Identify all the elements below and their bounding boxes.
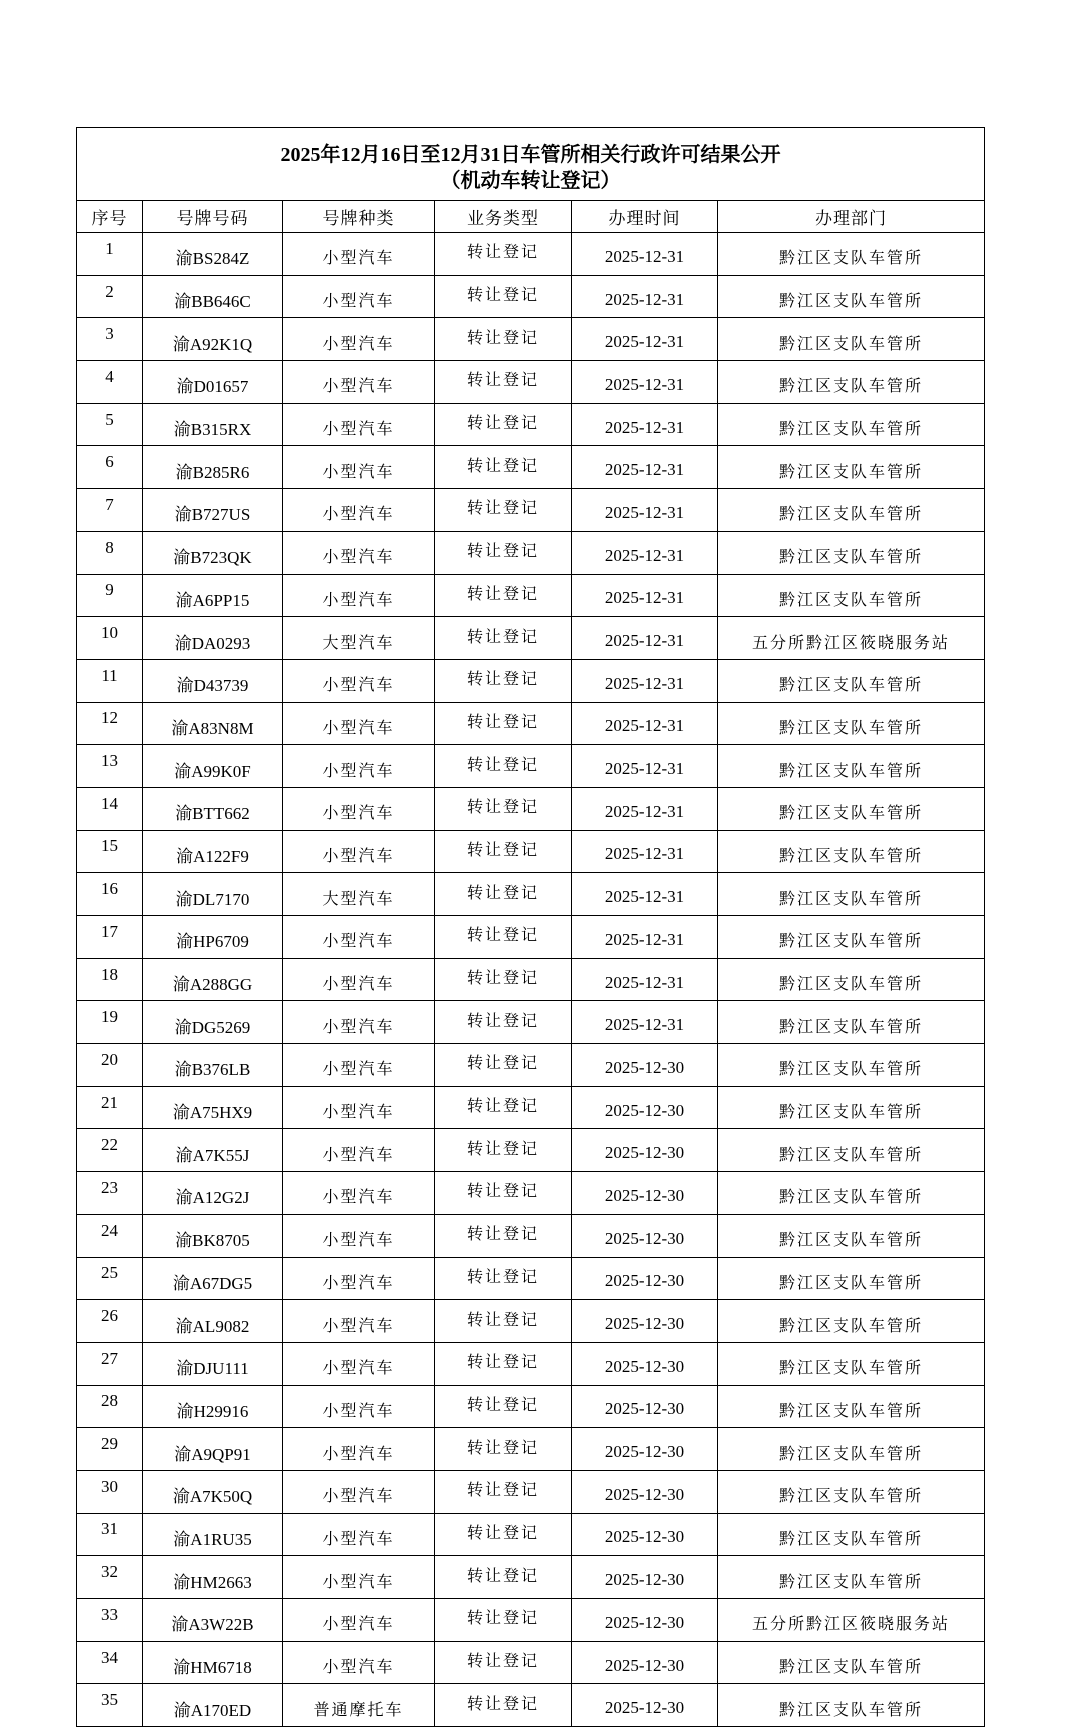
department-cell: 黔江区支队车管所	[718, 873, 985, 916]
department-cell: 黔江区支队车管所	[718, 702, 985, 745]
plate-number-cell: 渝DJU111	[143, 1342, 283, 1385]
date-cell: 2025-12-30	[572, 1513, 718, 1556]
department-cell: 黔江区支队车管所	[718, 1172, 985, 1215]
business-type-cell: 转让登记	[435, 958, 572, 1001]
row-seq-cell: 7	[77, 489, 143, 532]
department-cell: 黔江区支队车管所	[718, 1342, 985, 1385]
department-cell: 黔江区支队车管所	[718, 1428, 985, 1471]
date-cell: 2025-12-31	[572, 489, 718, 532]
plate-number-cell: 渝A170ED	[143, 1684, 283, 1727]
plate-type-cell: 小型汽车	[283, 1300, 435, 1343]
plate-type-cell: 小型汽车	[283, 916, 435, 959]
table-row	[77, 1044, 985, 1087]
business-type-cell: 转让登记	[435, 318, 572, 361]
business-type-cell: 转让登记	[435, 1172, 572, 1215]
row-seq-cell: 15	[77, 830, 143, 873]
plate-type-cell: 小型汽车	[283, 403, 435, 446]
plate-number-cell: 渝A75HX9	[143, 1086, 283, 1129]
department-cell: 黔江区支队车管所	[718, 1641, 985, 1684]
department-cell: 黔江区支队车管所	[718, 531, 985, 574]
plate-type-cell: 小型汽车	[283, 745, 435, 788]
department-cell: 黔江区支队车管所	[718, 1513, 985, 1556]
row-seq-cell: 17	[77, 916, 143, 959]
plate-number-cell: 渝A7K55J	[143, 1129, 283, 1172]
date-cell: 2025-12-31	[572, 233, 718, 276]
row-seq-cell: 25	[77, 1257, 143, 1300]
table-row	[77, 489, 985, 532]
department-cell: 黔江区支队车管所	[718, 275, 985, 318]
row-seq-cell: 29	[77, 1428, 143, 1471]
business-type-cell: 转让登记	[435, 702, 572, 745]
plate-type-cell: 小型汽车	[283, 1470, 435, 1513]
department-cell: 黔江区支队车管所	[718, 1044, 985, 1087]
column-header-business-type: 业务类型	[435, 201, 572, 233]
plate-number-cell: 渝BS284Z	[143, 233, 283, 276]
table-row	[77, 1001, 985, 1044]
table-row	[77, 916, 985, 959]
row-seq-cell: 27	[77, 1342, 143, 1385]
business-type-cell: 转让登记	[435, 1044, 572, 1087]
plate-number-cell: 渝A67DG5	[143, 1257, 283, 1300]
row-seq-cell: 30	[77, 1470, 143, 1513]
plate-number-cell: 渝A6PP15	[143, 574, 283, 617]
plate-type-cell: 小型汽车	[283, 1385, 435, 1428]
department-cell: 黔江区支队车管所	[718, 574, 985, 617]
department-cell: 黔江区支队车管所	[718, 1556, 985, 1599]
date-cell: 2025-12-31	[572, 275, 718, 318]
date-cell: 2025-12-31	[572, 830, 718, 873]
date-cell: 2025-12-31	[572, 745, 718, 788]
business-type-cell: 转让登记	[435, 1684, 572, 1727]
date-cell: 2025-12-30	[572, 1214, 718, 1257]
table-row	[77, 1172, 985, 1215]
plate-type-cell: 小型汽车	[283, 489, 435, 532]
row-seq-cell: 16	[77, 873, 143, 916]
plate-number-cell: 渝A12G2J	[143, 1172, 283, 1215]
business-type-cell: 转让登记	[435, 446, 572, 489]
date-cell: 2025-12-31	[572, 361, 718, 404]
department-cell: 黔江区支队车管所	[718, 1300, 985, 1343]
row-seq-cell: 26	[77, 1300, 143, 1343]
date-cell: 2025-12-31	[572, 958, 718, 1001]
plate-type-cell: 小型汽车	[283, 275, 435, 318]
row-seq-cell: 21	[77, 1086, 143, 1129]
table-row	[77, 1129, 985, 1172]
business-type-cell: 转让登记	[435, 830, 572, 873]
table-row	[77, 1641, 985, 1684]
business-type-cell: 转让登记	[435, 1385, 572, 1428]
department-cell: 黔江区支队车管所	[718, 1470, 985, 1513]
row-seq-cell: 23	[77, 1172, 143, 1215]
business-type-cell: 转让登记	[435, 1428, 572, 1471]
row-seq-cell: 8	[77, 531, 143, 574]
department-cell: 五分所黔江区筱晓服务站	[718, 617, 985, 660]
table-row	[77, 830, 985, 873]
business-type-cell: 转让登记	[435, 1556, 572, 1599]
table-row	[77, 574, 985, 617]
date-cell: 2025-12-30	[572, 1257, 718, 1300]
date-cell: 2025-12-30	[572, 1470, 718, 1513]
plate-number-cell: 渝AL9082	[143, 1300, 283, 1343]
plate-number-cell: 渝A122F9	[143, 830, 283, 873]
row-seq-cell: 11	[77, 659, 143, 702]
row-seq-cell: 3	[77, 318, 143, 361]
date-cell: 2025-12-30	[572, 1684, 718, 1727]
business-type-cell: 转让登记	[435, 233, 572, 276]
document-page	[76, 127, 984, 1727]
row-seq-cell: 22	[77, 1129, 143, 1172]
plate-number-cell: 渝A9QP91	[143, 1428, 283, 1471]
column-header-plate-number: 号牌号码	[143, 201, 283, 233]
plate-number-cell: 渝HM6718	[143, 1641, 283, 1684]
business-type-cell: 转让登记	[435, 1599, 572, 1642]
department-cell: 黔江区支队车管所	[718, 1257, 985, 1300]
column-header-seq: 序号	[77, 201, 143, 233]
business-type-cell: 转让登记	[435, 403, 572, 446]
column-header-plate-type: 号牌种类	[283, 201, 435, 233]
plate-type-cell: 小型汽车	[283, 659, 435, 702]
plate-number-cell: 渝A1RU35	[143, 1513, 283, 1556]
business-type-cell: 转让登记	[435, 1513, 572, 1556]
column-header-date: 办理时间	[572, 201, 718, 233]
table-row	[77, 1470, 985, 1513]
plate-type-cell: 大型汽车	[283, 617, 435, 660]
department-cell: 黔江区支队车管所	[718, 1086, 985, 1129]
date-cell: 2025-12-30	[572, 1044, 718, 1087]
business-type-cell: 转让登记	[435, 1470, 572, 1513]
department-cell: 五分所黔江区筱晓服务站	[718, 1599, 985, 1642]
date-cell: 2025-12-31	[572, 787, 718, 830]
plate-type-cell: 小型汽车	[283, 1001, 435, 1044]
business-type-cell: 转让登记	[435, 617, 572, 660]
business-type-cell: 转让登记	[435, 489, 572, 532]
department-cell: 黔江区支队车管所	[718, 659, 985, 702]
business-type-cell: 转让登记	[435, 1641, 572, 1684]
row-seq-cell: 1	[77, 233, 143, 276]
business-type-cell: 转让登记	[435, 1129, 572, 1172]
date-cell: 2025-12-31	[572, 446, 718, 489]
business-type-cell: 转让登记	[435, 745, 572, 788]
row-seq-cell: 32	[77, 1556, 143, 1599]
department-cell: 黔江区支队车管所	[718, 1129, 985, 1172]
plate-type-cell: 小型汽车	[283, 1599, 435, 1642]
department-cell: 黔江区支队车管所	[718, 361, 985, 404]
row-seq-cell: 6	[77, 446, 143, 489]
business-type-cell: 转让登记	[435, 275, 572, 318]
department-cell: 黔江区支队车管所	[718, 787, 985, 830]
plate-type-cell: 小型汽车	[283, 1428, 435, 1471]
plate-type-cell: 小型汽车	[283, 1513, 435, 1556]
plate-type-cell: 小型汽车	[283, 1342, 435, 1385]
table-header-row	[77, 201, 985, 233]
table-row	[77, 531, 985, 574]
date-cell: 2025-12-30	[572, 1556, 718, 1599]
business-type-cell: 转让登记	[435, 873, 572, 916]
plate-number-cell: 渝DL7170	[143, 873, 283, 916]
table-row	[77, 702, 985, 745]
date-cell: 2025-12-31	[572, 574, 718, 617]
business-type-cell: 转让登记	[435, 1300, 572, 1343]
table-row	[77, 1300, 985, 1343]
table-row	[77, 958, 985, 1001]
business-type-cell: 转让登记	[435, 1342, 572, 1385]
row-seq-cell: 34	[77, 1641, 143, 1684]
plate-number-cell: 渝BTT662	[143, 787, 283, 830]
row-seq-cell: 10	[77, 617, 143, 660]
plate-type-cell: 小型汽车	[283, 446, 435, 489]
business-type-cell: 转让登记	[435, 361, 572, 404]
plate-type-cell: 小型汽车	[283, 574, 435, 617]
plate-number-cell: 渝B376LB	[143, 1044, 283, 1087]
row-seq-cell: 28	[77, 1385, 143, 1428]
table-row	[77, 361, 985, 404]
table-row	[77, 1428, 985, 1471]
department-cell: 黔江区支队车管所	[718, 958, 985, 1001]
table-row	[77, 1556, 985, 1599]
business-type-cell: 转让登记	[435, 1257, 572, 1300]
plate-number-cell: 渝D01657	[143, 361, 283, 404]
table-row	[77, 1342, 985, 1385]
row-seq-cell: 5	[77, 403, 143, 446]
department-cell: 黔江区支队车管所	[718, 233, 985, 276]
plate-type-cell: 小型汽车	[283, 1044, 435, 1087]
table-body	[77, 233, 985, 1727]
plate-type-cell: 大型汽车	[283, 873, 435, 916]
table-row	[77, 873, 985, 916]
table-title-cell	[77, 128, 985, 201]
plate-number-cell: 渝A92K1Q	[143, 318, 283, 361]
plate-type-cell: 小型汽车	[283, 1172, 435, 1215]
date-cell: 2025-12-31	[572, 403, 718, 446]
row-seq-cell: 13	[77, 745, 143, 788]
table-row	[77, 403, 985, 446]
row-seq-cell: 14	[77, 787, 143, 830]
row-seq-cell: 2	[77, 275, 143, 318]
plate-type-cell: 小型汽车	[283, 1086, 435, 1129]
plate-type-cell: 小型汽车	[283, 531, 435, 574]
plate-type-cell: 小型汽车	[283, 361, 435, 404]
row-seq-cell: 31	[77, 1513, 143, 1556]
row-seq-cell: 35	[77, 1684, 143, 1727]
date-cell: 2025-12-31	[572, 873, 718, 916]
plate-type-cell: 小型汽车	[283, 1214, 435, 1257]
document-title: 2025年12月16日至12月31日车管所相关行政许可结果公开	[280, 144, 781, 166]
date-cell: 2025-12-31	[572, 531, 718, 574]
plate-number-cell: 渝HP6709	[143, 916, 283, 959]
business-type-cell: 转让登记	[435, 531, 572, 574]
department-cell: 黔江区支队车管所	[718, 489, 985, 532]
business-type-cell: 转让登记	[435, 1214, 572, 1257]
plate-type-cell: 小型汽车	[283, 830, 435, 873]
plate-number-cell: 渝B315RX	[143, 403, 283, 446]
plate-type-cell: 小型汽车	[283, 1641, 435, 1684]
business-type-cell: 转让登记	[435, 659, 572, 702]
permit-results-table	[76, 127, 985, 1727]
plate-number-cell: 渝HM2663	[143, 1556, 283, 1599]
plate-type-cell: 小型汽车	[283, 702, 435, 745]
business-type-cell: 转让登记	[435, 1001, 572, 1044]
row-seq-cell: 24	[77, 1214, 143, 1257]
table-row	[77, 787, 985, 830]
row-seq-cell: 33	[77, 1599, 143, 1642]
plate-number-cell: 渝A83N8M	[143, 702, 283, 745]
row-seq-cell: 12	[77, 702, 143, 745]
department-cell: 黔江区支队车管所	[718, 1214, 985, 1257]
date-cell: 2025-12-31	[572, 702, 718, 745]
row-seq-cell: 4	[77, 361, 143, 404]
plate-number-cell: 渝DA0293	[143, 617, 283, 660]
table-row	[77, 745, 985, 788]
department-cell: 黔江区支队车管所	[718, 745, 985, 788]
department-cell: 黔江区支队车管所	[718, 446, 985, 489]
plate-number-cell: 渝DG5269	[143, 1001, 283, 1044]
department-cell: 黔江区支队车管所	[718, 916, 985, 959]
table-row	[77, 1086, 985, 1129]
plate-type-cell: 小型汽车	[283, 233, 435, 276]
plate-number-cell: 渝B723QK	[143, 531, 283, 574]
business-type-cell: 转让登记	[435, 787, 572, 830]
date-cell: 2025-12-30	[572, 1428, 718, 1471]
plate-number-cell: 渝H29916	[143, 1385, 283, 1428]
table-row	[77, 617, 985, 660]
plate-number-cell: 渝B285R6	[143, 446, 283, 489]
row-seq-cell: 19	[77, 1001, 143, 1044]
date-cell: 2025-12-30	[572, 1129, 718, 1172]
date-cell: 2025-12-31	[572, 318, 718, 361]
table-row	[77, 1214, 985, 1257]
table-row	[77, 446, 985, 489]
date-cell: 2025-12-30	[572, 1172, 718, 1215]
row-seq-cell: 20	[77, 1044, 143, 1087]
plate-type-cell: 小型汽车	[283, 318, 435, 361]
date-cell: 2025-12-31	[572, 659, 718, 702]
plate-type-cell: 普通摩托车	[283, 1684, 435, 1727]
plate-number-cell: 渝BK8705	[143, 1214, 283, 1257]
plate-number-cell: 渝A288GG	[143, 958, 283, 1001]
date-cell: 2025-12-31	[572, 617, 718, 660]
table-row	[77, 233, 985, 276]
date-cell: 2025-12-30	[572, 1599, 718, 1642]
plate-type-cell: 小型汽车	[283, 1129, 435, 1172]
plate-number-cell: 渝D43739	[143, 659, 283, 702]
table-row	[77, 1599, 985, 1642]
date-cell: 2025-12-31	[572, 916, 718, 959]
department-cell: 黔江区支队车管所	[718, 1001, 985, 1044]
plate-type-cell: 小型汽车	[283, 787, 435, 830]
table-row	[77, 1257, 985, 1300]
plate-type-cell: 小型汽车	[283, 958, 435, 1001]
department-cell: 黔江区支队车管所	[718, 1385, 985, 1428]
date-cell: 2025-12-30	[572, 1086, 718, 1129]
table-row	[77, 1385, 985, 1428]
date-cell: 2025-12-30	[572, 1300, 718, 1343]
plate-type-cell: 小型汽车	[283, 1556, 435, 1599]
plate-number-cell: 渝A3W22B	[143, 1599, 283, 1642]
department-cell: 黔江区支队车管所	[718, 830, 985, 873]
date-cell: 2025-12-30	[572, 1385, 718, 1428]
department-cell: 黔江区支队车管所	[718, 318, 985, 361]
business-type-cell: 转让登记	[435, 916, 572, 959]
row-seq-cell: 9	[77, 574, 143, 617]
department-cell: 黔江区支队车管所	[718, 1684, 985, 1727]
plate-number-cell: 渝BB646C	[143, 275, 283, 318]
plate-type-cell: 小型汽车	[283, 1257, 435, 1300]
department-cell: 黔江区支队车管所	[718, 403, 985, 446]
plate-number-cell: 渝A99K0F	[143, 745, 283, 788]
table-row	[77, 1684, 985, 1727]
table-row	[77, 275, 985, 318]
table-row	[77, 318, 985, 361]
business-type-cell: 转让登记	[435, 1086, 572, 1129]
plate-number-cell: 渝A7K50Q	[143, 1470, 283, 1513]
row-seq-cell: 18	[77, 958, 143, 1001]
column-header-department: 办理部门	[718, 201, 985, 233]
plate-number-cell: 渝B727US	[143, 489, 283, 532]
document-subtitle: （机动车转让登记）	[440, 170, 621, 192]
date-cell: 2025-12-30	[572, 1641, 718, 1684]
date-cell: 2025-12-30	[572, 1342, 718, 1385]
business-type-cell: 转让登记	[435, 574, 572, 617]
date-cell: 2025-12-31	[572, 1001, 718, 1044]
table-row	[77, 659, 985, 702]
